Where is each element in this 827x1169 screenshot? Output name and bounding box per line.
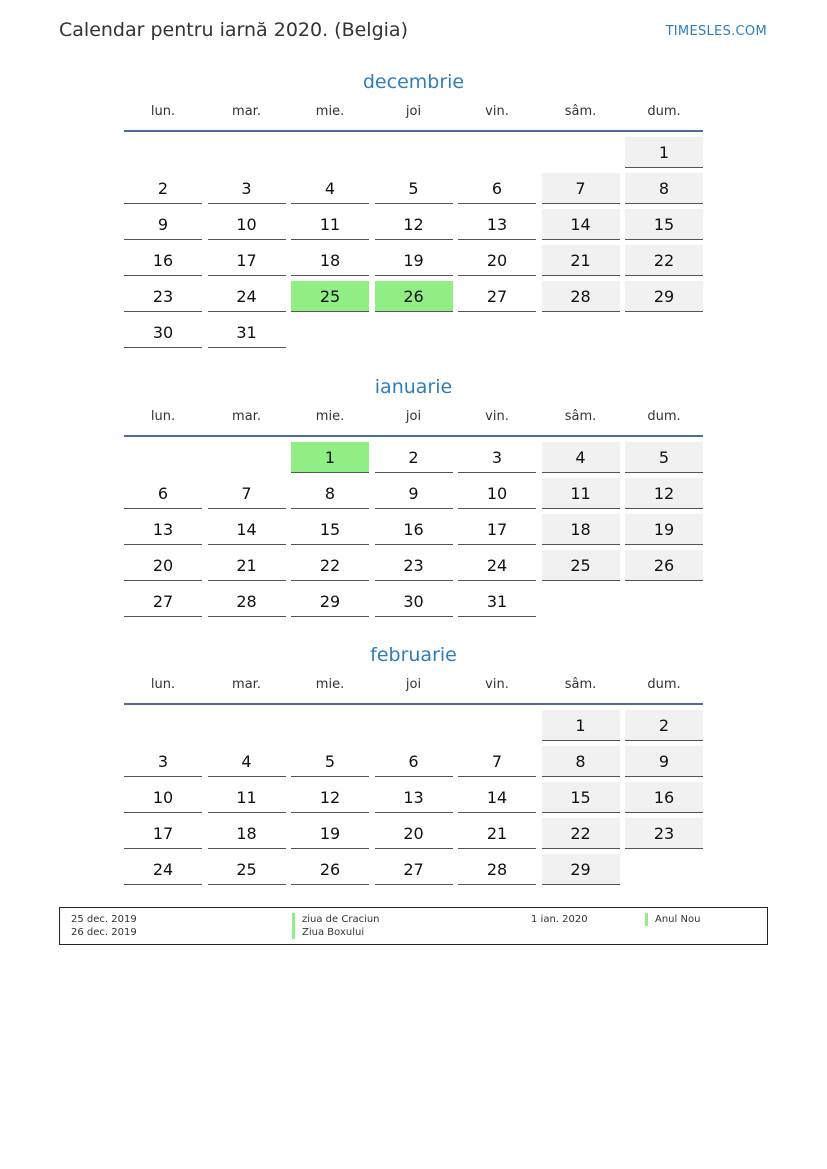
day-cell[interactable]: 14 <box>208 514 286 545</box>
holiday-day-cell[interactable]: 25 <box>291 281 369 312</box>
day-cell[interactable]: 3 <box>124 746 202 777</box>
day-cell[interactable]: 16 <box>124 245 202 276</box>
day-cell[interactable]: 29 <box>291 586 369 617</box>
day-cell[interactable]: 11 <box>208 782 286 813</box>
day-cell[interactable]: 30 <box>375 586 453 617</box>
day-cell[interactable]: 1 <box>542 710 620 741</box>
weekday-label: joi <box>405 677 422 692</box>
day-cell[interactable]: 29 <box>625 281 703 312</box>
day-cell[interactable]: 12 <box>375 209 453 240</box>
day-cell[interactable]: 21 <box>208 550 286 581</box>
day-cell[interactable]: 11 <box>542 478 620 509</box>
days-grid <box>124 442 703 617</box>
day-cell[interactable]: 15 <box>291 514 369 545</box>
empty-cell <box>458 137 536 168</box>
day-cell[interactable]: 6 <box>124 478 202 509</box>
day-cell[interactable]: 17 <box>458 514 536 545</box>
month-title: februarie <box>370 644 457 666</box>
holiday-legend <box>59 907 768 945</box>
legend-holiday-name: ziua de Craciun <box>292 913 380 926</box>
day-cell[interactable]: 27 <box>458 281 536 312</box>
weekday-label: lun. <box>150 677 176 692</box>
empty-cell <box>124 442 202 473</box>
day-cell[interactable]: 14 <box>458 782 536 813</box>
day-cell[interactable]: 26 <box>291 854 369 885</box>
weekday-label: dum. <box>647 677 681 692</box>
day-cell[interactable]: 16 <box>375 514 453 545</box>
day-cell[interactable]: 15 <box>542 782 620 813</box>
empty-cell <box>375 137 453 168</box>
day-cell[interactable]: 2 <box>124 173 202 204</box>
legend-date: 26 dec. 2019 <box>71 927 137 938</box>
day-cell[interactable]: 28 <box>208 586 286 617</box>
day-cell[interactable]: 12 <box>291 782 369 813</box>
day-cell[interactable]: 1 <box>625 137 703 168</box>
month-december <box>124 68 703 348</box>
brand-logo[interactable]: TIMESLES.COM <box>665 24 767 39</box>
day-cell[interactable]: 21 <box>542 245 620 276</box>
day-cell[interactable]: 27 <box>375 854 453 885</box>
day-cell[interactable]: 8 <box>291 478 369 509</box>
legend-date: 25 dec. 2019 <box>71 914 137 925</box>
weekday-label: sâm. <box>564 677 597 692</box>
empty-cell <box>124 710 202 741</box>
day-cell[interactable]: 18 <box>208 818 286 849</box>
day-cell[interactable]: 13 <box>124 514 202 545</box>
weekday-label: mar. <box>232 677 261 692</box>
weekday-label: sâm. <box>564 104 597 119</box>
day-cell[interactable]: 4 <box>208 746 286 777</box>
day-cell[interactable]: 4 <box>291 173 369 204</box>
day-cell[interactable]: 20 <box>375 818 453 849</box>
day-cell[interactable]: 7 <box>542 173 620 204</box>
day-cell[interactable]: 2 <box>625 710 703 741</box>
day-cell[interactable]: 21 <box>458 818 536 849</box>
day-cell[interactable]: 20 <box>124 550 202 581</box>
day-cell[interactable]: 13 <box>458 209 536 240</box>
day-cell[interactable]: 17 <box>124 818 202 849</box>
weekday-label: joi <box>405 409 422 424</box>
day-cell[interactable]: 5 <box>291 746 369 777</box>
month-title: decembrie <box>362 71 465 93</box>
day-cell[interactable]: 17 <box>208 245 286 276</box>
day-cell[interactable]: 13 <box>375 782 453 813</box>
empty-cell <box>291 710 369 741</box>
empty-cell <box>458 710 536 741</box>
weekday-header <box>124 675 703 705</box>
weekday-label: vin. <box>485 104 509 119</box>
month-january <box>124 373 703 617</box>
day-cell[interactable]: 22 <box>291 550 369 581</box>
day-cell[interactable]: 25 <box>208 854 286 885</box>
weekday-label: mie. <box>315 677 345 692</box>
legend-holiday-name: Anul Nou <box>645 913 700 926</box>
day-cell[interactable]: 22 <box>625 245 703 276</box>
day-cell[interactable]: 19 <box>375 245 453 276</box>
day-cell[interactable]: 5 <box>625 442 703 473</box>
holiday-day-cell[interactable]: 26 <box>375 281 453 312</box>
empty-cell <box>208 710 286 741</box>
day-cell[interactable]: 9 <box>124 209 202 240</box>
day-cell[interactable]: 25 <box>542 550 620 581</box>
weekday-label: lun. <box>150 104 176 119</box>
empty-cell <box>542 137 620 168</box>
day-cell[interactable]: 4 <box>542 442 620 473</box>
day-cell[interactable]: 24 <box>124 854 202 885</box>
weekday-label: mie. <box>315 104 345 119</box>
weekday-label: vin. <box>485 409 509 424</box>
day-cell[interactable]: 15 <box>625 209 703 240</box>
empty-cell <box>208 442 286 473</box>
day-cell[interactable]: 24 <box>208 281 286 312</box>
empty-cell <box>291 137 369 168</box>
day-cell[interactable]: 20 <box>458 245 536 276</box>
weekday-label: sâm. <box>564 409 597 424</box>
day-cell[interactable]: 2 <box>375 442 453 473</box>
empty-cell <box>208 137 286 168</box>
day-cell[interactable]: 24 <box>458 550 536 581</box>
day-cell[interactable]: 23 <box>375 550 453 581</box>
day-cell[interactable]: 8 <box>542 746 620 777</box>
month-title: ianuarie <box>374 376 453 398</box>
day-cell[interactable]: 23 <box>625 818 703 849</box>
weekday-label: lun. <box>150 409 176 424</box>
day-cell[interactable]: 28 <box>542 281 620 312</box>
legend-row <box>60 913 767 926</box>
weekday-label: mie. <box>315 409 345 424</box>
day-cell[interactable]: 9 <box>375 478 453 509</box>
day-cell[interactable]: 23 <box>124 281 202 312</box>
legend-row <box>60 926 767 939</box>
day-cell[interactable]: 5 <box>375 173 453 204</box>
day-cell[interactable]: 11 <box>291 209 369 240</box>
day-cell[interactable]: 6 <box>375 746 453 777</box>
page-title: Calendar pentru iarnă 2020. (Belgia) <box>59 19 408 41</box>
weekday-label: mar. <box>232 104 261 119</box>
day-cell[interactable]: 19 <box>291 818 369 849</box>
day-cell[interactable]: 28 <box>458 854 536 885</box>
weekday-label: vin. <box>485 677 509 692</box>
weekday-label: dum. <box>647 104 681 119</box>
day-cell[interactable]: 9 <box>625 746 703 777</box>
day-cell[interactable]: 27 <box>124 586 202 617</box>
day-cell[interactable]: 14 <box>542 209 620 240</box>
day-cell[interactable]: 3 <box>208 173 286 204</box>
day-cell[interactable]: 18 <box>291 245 369 276</box>
day-cell[interactable]: 10 <box>458 478 536 509</box>
weekday-label: dum. <box>647 409 681 424</box>
day-cell[interactable]: 10 <box>124 782 202 813</box>
day-cell[interactable]: 10 <box>208 209 286 240</box>
day-cell[interactable]: 22 <box>542 818 620 849</box>
month-february <box>124 641 703 885</box>
weekday-label: mar. <box>232 409 261 424</box>
legend-date: 1 ian. 2020 <box>531 914 588 925</box>
days-grid <box>124 710 703 885</box>
weekday-header <box>124 102 703 132</box>
day-cell[interactable]: 7 <box>458 746 536 777</box>
days-grid <box>124 137 703 348</box>
day-cell[interactable]: 8 <box>625 173 703 204</box>
day-cell[interactable]: 18 <box>542 514 620 545</box>
day-cell[interactable]: 12 <box>625 478 703 509</box>
day-cell[interactable]: 19 <box>625 514 703 545</box>
weekday-header <box>124 407 703 437</box>
day-cell[interactable]: 29 <box>542 854 620 885</box>
day-cell[interactable]: 31 <box>208 317 286 348</box>
empty-cell <box>375 710 453 741</box>
day-cell[interactable]: 6 <box>458 173 536 204</box>
legend-holiday-name: Ziua Boxului <box>292 926 364 939</box>
day-cell[interactable]: 7 <box>208 478 286 509</box>
day-cell[interactable]: 26 <box>625 550 703 581</box>
empty-cell <box>124 137 202 168</box>
holiday-day-cell[interactable]: 1 <box>291 442 369 473</box>
day-cell[interactable]: 30 <box>124 317 202 348</box>
day-cell[interactable]: 16 <box>625 782 703 813</box>
day-cell[interactable]: 31 <box>458 586 536 617</box>
day-cell[interactable]: 3 <box>458 442 536 473</box>
weekday-label: joi <box>405 104 422 119</box>
